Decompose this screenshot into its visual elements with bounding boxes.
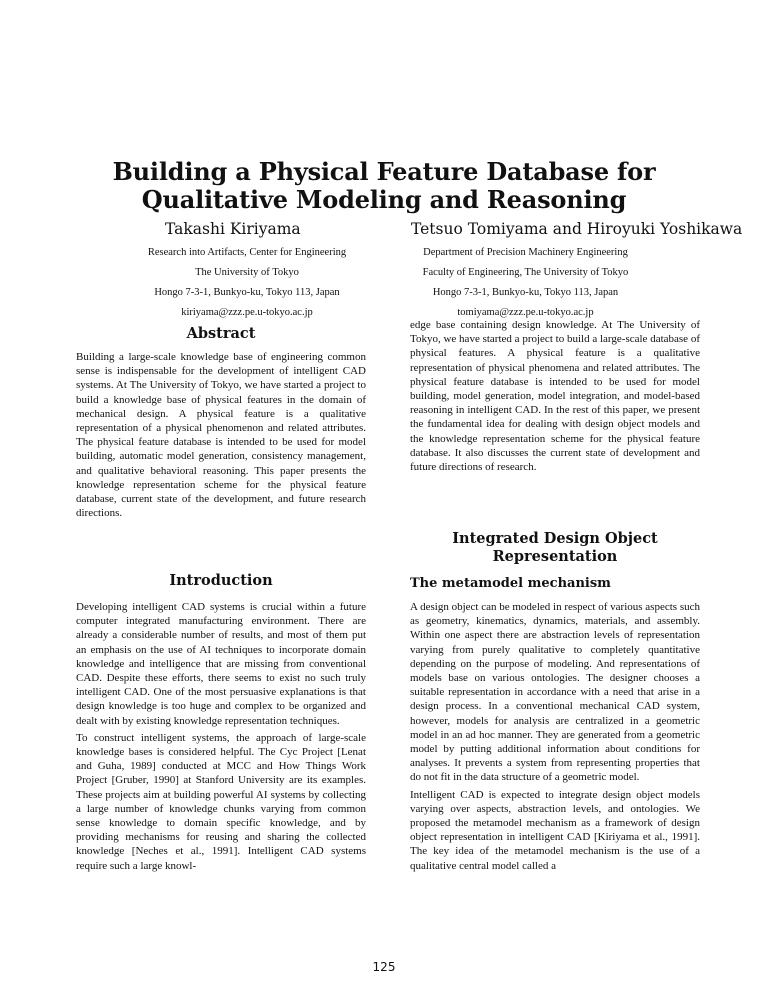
- metamodel-paragraph-2: Intelligent CAD is expected to integrate design object models varying over aspects, abstraction levels, and ontologies. We proposed the metamodel mechanism as a framework of design object representation in intelligent CAD [Kiriyama et al., 1991]. The key idea of the metamodel mechanism is the use of a qualitative central model called a: [410, 788, 700, 872]
- affiliation-left-address: Hongo 7-3-1, Bunkyo-ku, Tokyo 113, Japan: [154, 287, 340, 298]
- affiliation-left-dept: Research into Artifacts, Center for Engineering: [147, 247, 347, 258]
- abstract-heading: Abstract: [186, 325, 256, 342]
- metamodel-body: [410, 600, 700, 873]
- introduction-paragraph-1: Developing intelligent CAD systems is crucial within a future computer integrated manufacturing environment. There are already a considerable number of results, and most of them put an emphasis on the use of AI techniques to incorporate domain knowledge and intelligence that are missing from conventional CAD. Despite these efforts, there seems to exist no such truly intelligent CAD. One of the most persuasive explanations is that design knowledge is too huge and complex to be organized and dealt with by existing knowledge representation techniques.: [76, 601, 366, 727]
- section-heading-line-1: Integrated Design Object: [452, 530, 658, 547]
- affiliation-right-email: tomiyama@zzz.pe.u-tokyo.ac.jp: [457, 307, 594, 318]
- intro-continuation-text: edge base containing design knowledge. At The University of Tokyo, we have started a project to build a large-scale database of physical features. A physical feature is a qualitative representation of physical phenomena and related attributes. The physical feature database is intended to be used for model building, model generation, model integration, and model-based reasoning in intelligent CAD. In the rest of this paper, we present the fundamental idea for dealing with design object models and the knowledge representation scheme for the physical feature database. It also discusses the current state of development and future directions of research.: [410, 319, 700, 474]
- intro-continuation: [410, 318, 700, 474]
- introduction-body: [76, 600, 366, 873]
- affiliation-right-univ: Faculty of Engineering, The University of Tokyo: [422, 267, 629, 278]
- abstract-body: [76, 350, 366, 520]
- metamodel-paragraph-1: A design object can be modeled in respect of various aspects such as geometry, kinematics, dynamics, materials, and assembly. Within one aspect there are abstraction levels of representation varying from purely qualitative to completely quantitative depending on the purpose of modeling. And representations of models base on various ontologies. The designer chooses a suitable representation in accordance with a need that arise in a design process. In a conventional mechanical CAD system, however, models for analysis are centralized in a geometric model in an ad hoc manner. They are generated from a geometric model by putting additional information about conditions for analyses. It prevents a system from representing properties that do not fit in the data structure of a geometric model.: [410, 601, 700, 784]
- author-tomiyama-yoshikawa: Tetsuo Tomiyama and Hiroyuki Yoshikawa: [411, 220, 743, 238]
- abstract-text: Building a large-scale knowledge base of engineering common sense is indispensable for the development of intelligent CAD systems. At The University of Tokyo, we have started a project to build a knowledge base of physical features in the domain of mechanical design. A physical feature is a qualitative representation of a physical phenomenon and related attributes. The physical feature database is intended to be used for model building, automatic model generation, consistency management, and qualitative behavioral reasoning. This paper presents the knowledge representation scheme for the physical feature database, current state of the development, and future research directions.: [76, 351, 366, 520]
- affiliation-left: [118, 243, 376, 323]
- subsection-heading-metamodel: The metamodel mechanism: [410, 576, 611, 591]
- affiliation-right-dept: Department of Precision Machinery Engineering: [423, 247, 628, 258]
- title-line-2: Qualitative Modeling and Reasoning: [141, 185, 627, 214]
- title-line-1: Building a Physical Feature Database for: [112, 157, 656, 186]
- paper-title: [0, 158, 768, 214]
- introduction-heading: Introduction: [169, 572, 273, 589]
- section-heading-line-2: Representation: [492, 548, 618, 565]
- introduction-paragraph-2: To construct intelligent systems, the approach of large-scale knowledge bases is considered helpful. The Cyc Project [Lenat and Guha, 1989] conducted at MCC and How Things Work Project [Gruber, 1990] at Stanford University are its examples. These projects aim at building powerful AI systems by collecting a large number of knowledge chunks varying from common sense knowledge to domain specific knowledge, and by providing mechanisms for reusing and sharing the collected knowledge [Neches et al., 1991]. Intelligent CAD systems require such a large knowl-: [76, 731, 366, 872]
- page-number: 125: [372, 960, 396, 974]
- affiliation-left-univ: The University of Tokyo: [195, 267, 299, 278]
- affiliation-right: [393, 243, 658, 323]
- affiliation-left-email: kiriyama@zzz.pe.u-tokyo.ac.jp: [181, 307, 313, 318]
- section-heading-integrated-design: [410, 530, 700, 566]
- author-kiriyama: Takashi Kiriyama: [165, 220, 301, 238]
- affiliation-right-address: Hongo 7-3-1, Bunkyo-ku, Tokyo 113, Japan: [432, 287, 619, 298]
